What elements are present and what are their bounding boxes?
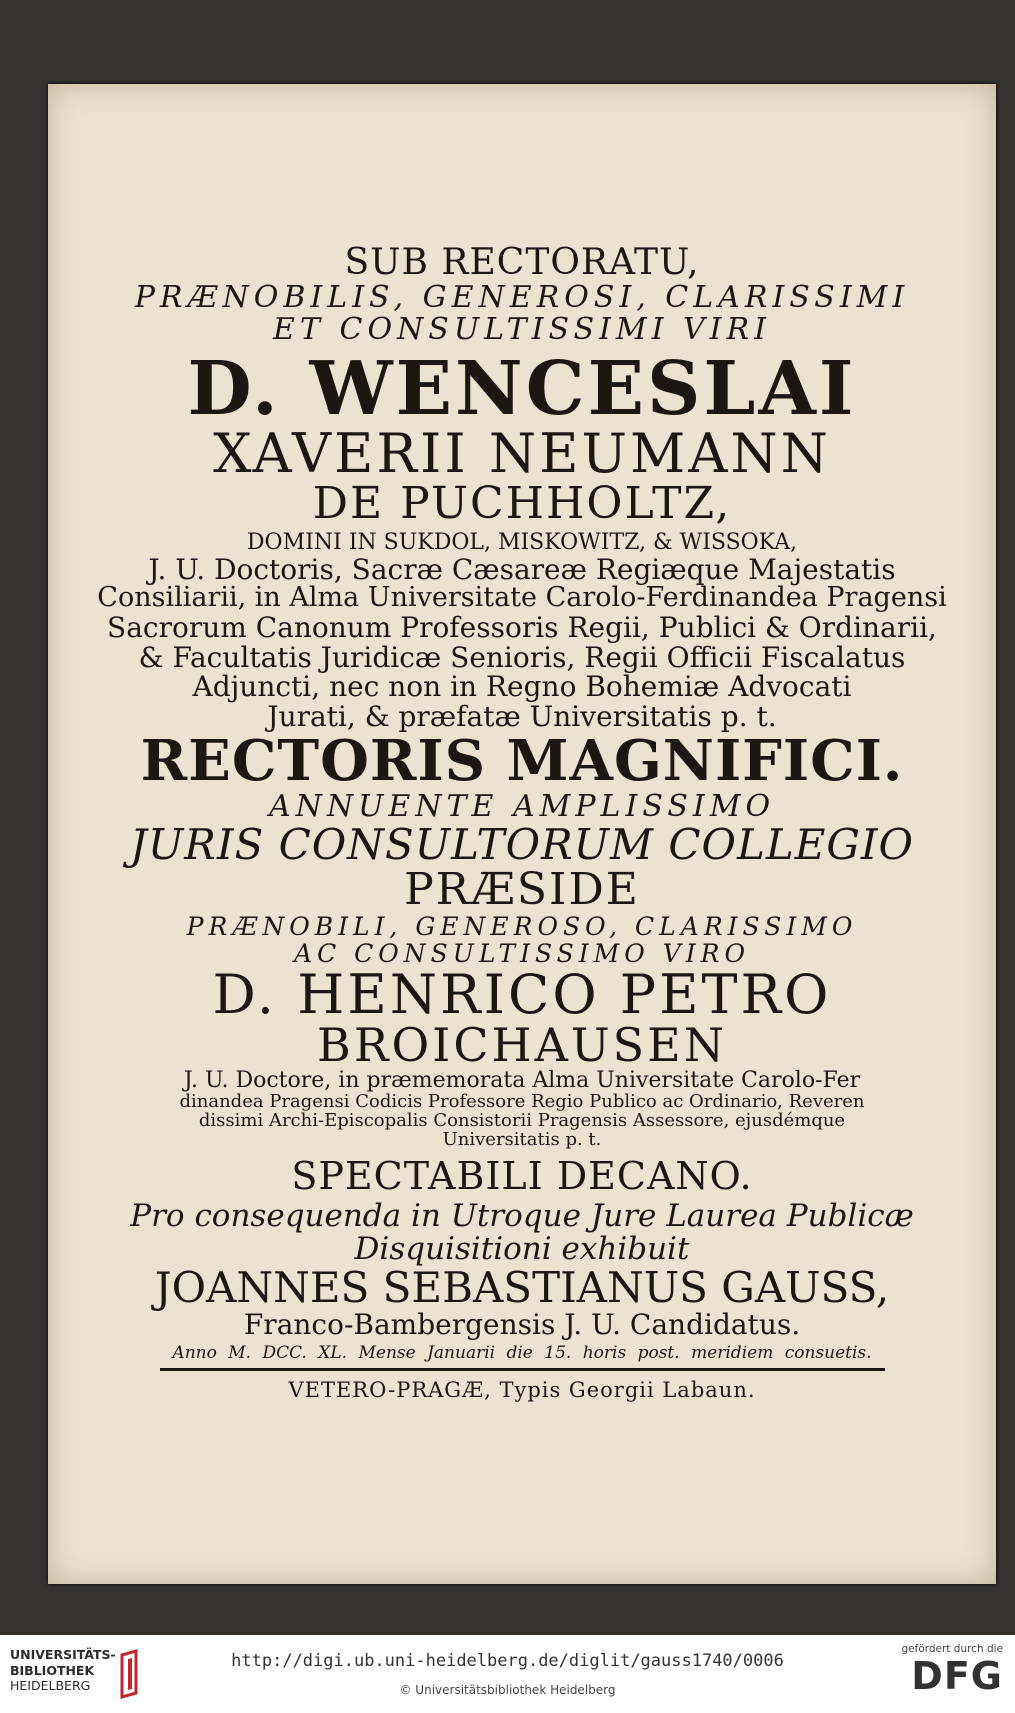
dfg-wordmark: DFG xyxy=(911,1654,1003,1698)
text-line: Pro consequenda in Utroque Jure Laurea Publicæ xyxy=(130,1197,914,1234)
text-line: ET CONSULTISSIMI VIRI xyxy=(273,311,771,347)
text-line: AC CONSULTISSIMO VIRO xyxy=(294,938,750,968)
dfg-logo[interactable] xyxy=(895,1643,1003,1698)
text-line: PRÆNOBILI, GENEROSO, CLARISSIMO xyxy=(186,912,858,942)
funded-by-label: gefördert durch die xyxy=(901,1643,1003,1655)
title-page-text xyxy=(48,244,996,1401)
text-line: Jurati, & præfatæ Universitatis p. t. xyxy=(267,700,777,734)
page-url-link[interactable]: http://digi.ub.uni-heidelberg.de/diglit/gauss1740/0006 xyxy=(231,1651,784,1671)
text-line: Consiliarii, in Alma Universitate Carolo-Ferdinandea Pragensi xyxy=(97,582,947,614)
text-line: DE PUCHHOLTZ, xyxy=(312,477,732,529)
text-line: Disquisitioni exhibuit xyxy=(354,1230,690,1267)
text-line: Universitatis p. t. xyxy=(442,1129,602,1151)
horizontal-rule xyxy=(160,1368,885,1371)
text-line: Anno M. DCC. XL. Mense Januarii die 15. horis post. meridiem consuetis. xyxy=(172,1342,872,1363)
library-name-line: BIBLIOTHEK xyxy=(10,1662,95,1678)
text-line: J. U. Doctoris, Sacræ Cæsareæ Regiæque Majestatis xyxy=(148,552,896,586)
text-line: ANNUENTE AMPLISSIMO xyxy=(268,789,776,825)
text-line: RECTORIS MAGNIFICI. xyxy=(140,727,904,794)
viewer-footer xyxy=(0,1635,1015,1713)
text-line: JOANNES SEBASTIANUS GAUSS, xyxy=(154,1262,890,1312)
text-line: BROICHAUSEN xyxy=(317,1018,727,1073)
text-line: dinandea Pragensi Codicis Professore Regio Publico ac Ordinario, Reveren xyxy=(179,1091,865,1113)
text-line: PRÆSIDE xyxy=(404,864,640,916)
text-line: & Facultatis Juridicæ Senioris, Regii Officii Fiscalatus xyxy=(138,640,906,674)
text-line: dissimi Archi-Episcopalis Consistorii Pragensis Assessore, ejusdémque xyxy=(198,1110,846,1132)
copyright-notice: © Universitätsbibliothek Heidelberg xyxy=(399,1683,616,1697)
text-line: SUB RECTORATU, xyxy=(344,242,700,283)
text-line: D. WENCESLAI xyxy=(187,345,857,432)
title-page xyxy=(48,84,996,1584)
library-name-line: UNIVERSITÄTS- xyxy=(10,1647,116,1662)
text-line: DOMINI IN SUKDOL, MISKOWITZ, & WISSOKA, xyxy=(246,530,798,556)
text-line: D. HENRICO PETRO xyxy=(212,963,832,1027)
text-line: Adjuncti, nec non in Regno Bohemiæ Advocati xyxy=(192,670,852,704)
text-line: JURIS CONSULTORUM COLLEGIO xyxy=(130,819,914,869)
library-name-line: HEIDELBERG xyxy=(10,1678,91,1694)
text-line: Sacrorum Canonum Professoris Regii, Publici & Ordinarii, xyxy=(107,611,937,645)
text-line: SPECTABILI DECANO. xyxy=(291,1153,753,1198)
text-line: J. U. Doctore, in præmemorata Alma Universitate Carolo-Fer xyxy=(183,1068,861,1094)
text-line: XAVERII NEUMANN xyxy=(213,421,831,485)
text-line: Franco-Bambergensis J. U. Candidatus. xyxy=(243,1308,801,1342)
text-line: VETERO-PRAGÆ, Typis Georgii Labaun. xyxy=(288,1377,756,1402)
text-line: PRÆNOBILIS, GENEROSI, CLARISSIMI xyxy=(134,280,910,316)
